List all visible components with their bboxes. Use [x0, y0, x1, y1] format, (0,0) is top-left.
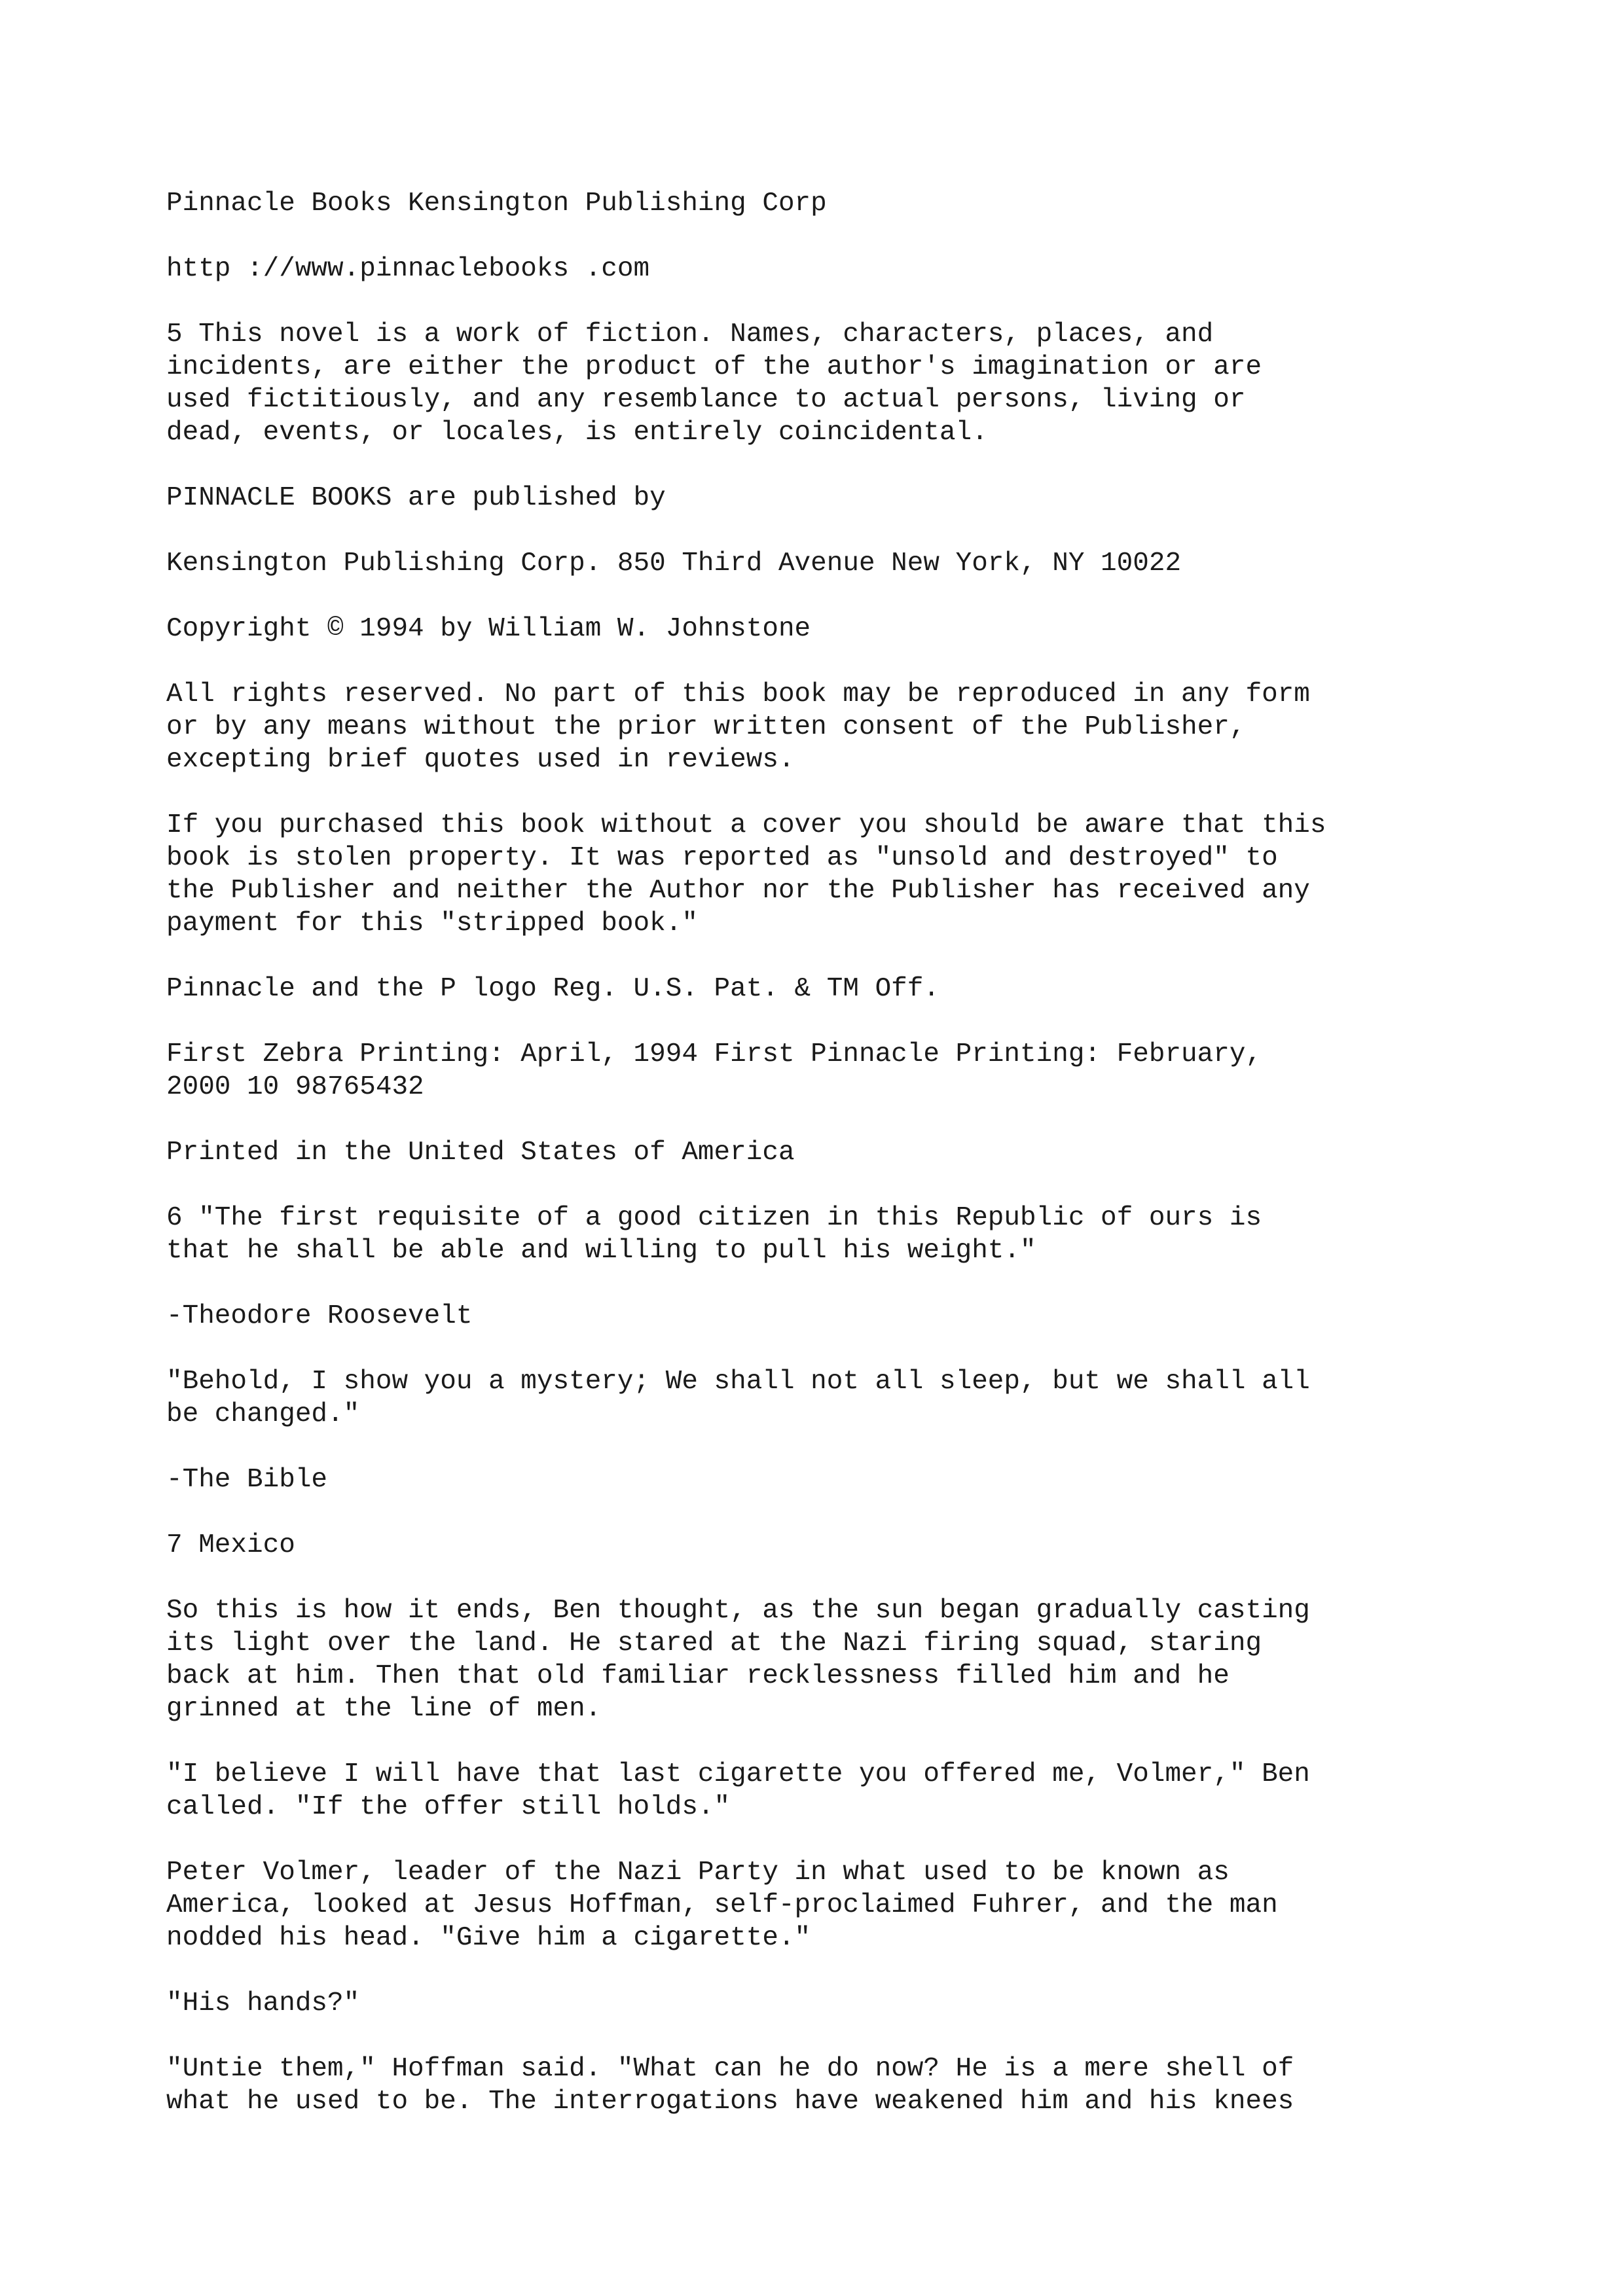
epigraph-quote-1: 6 "The first requisite of a good citizen in this Republic of ours is that he shall be able and willing to pull his weight." [166, 1203, 1262, 1266]
epigraph-attribution-2: -The Bible [166, 1465, 328, 1495]
story-paragraph: "His hands?" [166, 1988, 360, 2018]
rights-reserved: All rights reserved. No part of this book may be reproduced in any form or by any means without the prior written consent of the Publisher, excepting brief quotes used in reviews. [166, 679, 1310, 775]
story-paragraph: "I believe I will have that last cigarette you offered me, Volmer," Ben called. "If the offer still holds." [166, 1759, 1310, 1822]
website-url: http ://www.pinnaclebooks .com [166, 254, 650, 284]
story-paragraph: Peter Volmer, leader of the Nazi Party in what used to be known as America, looked at Jesus Hoffman, self-proclaimed Fuhrer, and the man nodded his head. "Give him a cigarette." [166, 1857, 1278, 1953]
printed-in-line: Printed in the United States of America [166, 1138, 795, 1168]
published-by-line: PINNACLE BOOKS are published by [166, 483, 666, 513]
trademark-line: Pinnacle and the P logo Reg. U.S. Pat. & TM Off. [166, 974, 939, 1004]
printing-history: First Zebra Printing: April, 1994 First Pinnacle Printing: February, 2000 10 98765432 [166, 1039, 1262, 1102]
chapter-heading: 7 Mexico [166, 1530, 295, 1560]
publisher-address: Kensington Publishing Corp. 850 Third Avenue New York, NY 10022 [166, 548, 1182, 579]
copyright-line: Copyright © 1994 by William W. Johnstone [166, 614, 811, 644]
stripped-book-notice: If you purchased this book without a cover you should be aware that this book is stolen property. It was reported as "unsold and destroyed" to the Publisher and neither the Author nor the Publisher has received any payment for this "stripped book." [166, 810, 1326, 939]
story-paragraph: "Untie them," Hoffman said. "What can he do now? He is a mere shell of what he used to be. The interrogations have weakened him and his knees [166, 2054, 1294, 2117]
document-page [166, 187, 1541, 2151]
fiction-disclaimer: 5 This novel is a work of fiction. Names, characters, places, and incidents, are either the product of the author's imagination or are used fictitiously, and any resemblance to actual persons, living or dead, events, or locales, is entirely coincidental. [166, 319, 1262, 448]
story-paragraph: So this is how it ends, Ben thought, as the sun began gradually casting its light over the land. He stared at the Nazi firing squad, staring back at him. Then that old familiar recklessness filled him and he grinned at the line of men. [166, 1596, 1310, 1724]
epigraph-quote-2: "Behold, I show you a mystery; We shall not all sleep, but we shall all be changed." [166, 1367, 1310, 1429]
epigraph-attribution-1: -Theodore Roosevelt [166, 1301, 473, 1331]
publisher-line: Pinnacle Books Kensington Publishing Corp [166, 188, 827, 219]
